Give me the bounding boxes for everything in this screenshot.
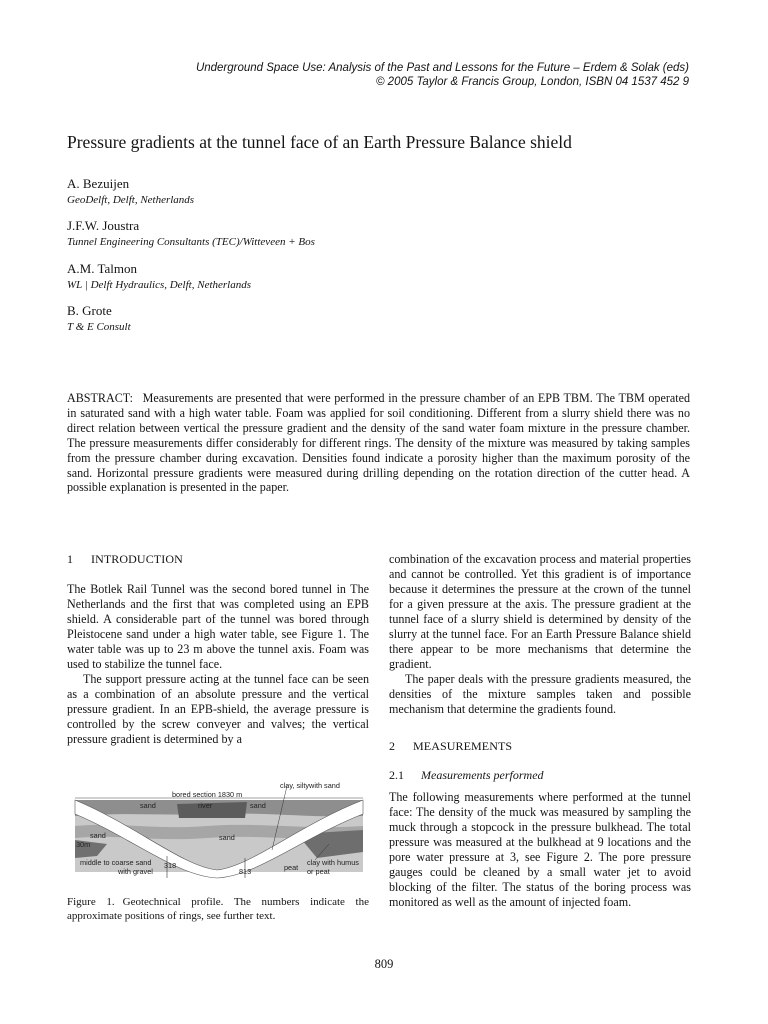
- left-column-text: [67, 582, 369, 746]
- running-header: [196, 61, 689, 89]
- author-affiliation: T & E Consult: [67, 321, 131, 333]
- section-number: 1: [67, 552, 74, 566]
- figure-label-clay-humus: clay with humus: [307, 858, 359, 867]
- figure-label-bored-section: bored section 1830 m: [172, 790, 243, 799]
- author-name: A.M. Talmon: [67, 261, 137, 276]
- section-title: INTRODUCTION: [91, 552, 183, 566]
- author-name: A. Bezuijen: [67, 176, 130, 191]
- header-proceedings: Underground Space Use: Analysis of the Past and Lessons for the Future – Erdem & Solak (eds): [195, 62, 689, 74]
- figure-label-sand: sand: [250, 801, 266, 810]
- abstract-label: ABSTRACT:: [67, 391, 133, 405]
- figure-label-ring-813: 813: [239, 867, 252, 876]
- paragraph: The Botlek Rail Tunnel was the second bored tunnel in The Netherlands and the first that was completed using an EPB shield. A considerable part of the tunnel was bored through Pleistocene sand under a high water table, see Figure 1. The water table was up to 23 m above the tunnel axis. Foam was used to stabilize the tunnel face.: [67, 582, 369, 671]
- figure-label-ring-318: 318: [164, 861, 177, 870]
- figure-caption-text: Geotechnical profile. The numbers indicate the approximate positions of rings, see further text.: [67, 896, 369, 922]
- figure-geotechnical-profile: [67, 778, 369, 882]
- figure-label-peat: peat: [284, 863, 299, 872]
- figure-label-river: river: [198, 801, 213, 810]
- abstract: [67, 391, 690, 495]
- section-heading: [67, 552, 183, 567]
- figure-caption: [67, 896, 369, 923]
- figure-label: Figure 1.: [67, 896, 115, 908]
- abstract-text: Measurements are presented that were performed in the pressure chamber of an EPB TBM. The TBM operated in saturated sand with a high water table. Foam was applied for soil conditioning. Different from a slurry shield there was no direct relation between vertical the pressure gradient and the density of the sand water foam mixture in the pressure chamber. The pressure measurements differ considerably for different rings. The density of the mixture was measured by taking samples from the pressure chamber during excavation. Densities found indicate a porosity higher than the maximum porosity of the sand. Horizontal pressure gradients were measured during drilling depending on the rotation direction of the cutter head. A possible explanation is presented in the paper.: [67, 391, 690, 495]
- author-affiliation: GeoDelft, Delft, Netherlands: [67, 194, 195, 206]
- figure-label-with-gravel: with gravel: [118, 867, 153, 876]
- paragraph: The support pressure acting at the tunnel face can be seen as a combination of an absolute pressure and the vertical pressure gradient. In an EPB-shield, the average pressure is controlled by the screw conveyer and valves; the vertical pressure gradient is determined by a: [67, 671, 369, 746]
- paragraph: The paper deals with the pressure gradients measured, the densities of the mixture samples taken and possible mechanism that determine the gradients found.: [389, 671, 691, 716]
- author-affiliation: Tunnel Engineering Consultants (TEC)/Witteveen + Bos: [67, 236, 315, 248]
- subsection-title: Measurements performed: [421, 768, 544, 782]
- figure-label-sand: sand: [219, 833, 235, 842]
- paper-title: Pressure gradients at the tunnel face of an Earth Pressure Balance shield: [67, 132, 572, 152]
- figure-label-sand: sand: [90, 831, 106, 840]
- paragraph: The following measurements where performed at the tunnel face: The density of the muck was measured by sampling the muck through a stopcock in the pressure bulkhead. The total pressure was measured at the bulkhead at 9 locations and the pore water pressure at 3, see Figure 2. The pore pressure gauges could be cleaned by a small water jet to avoid blocking of the filter. The status of the boring process was monitored as well as the amount of injected foam.: [389, 790, 691, 909]
- section-number: 2: [389, 739, 396, 753]
- right-column-text: [389, 552, 691, 716]
- section-title: MEASUREMENTS: [413, 739, 513, 753]
- author-affiliation: WL | Delft Hydraulics, Delft, Netherlands: [67, 279, 252, 291]
- figure-label-clay-silty: clay, siltywith sand: [280, 781, 340, 790]
- section-heading: [389, 739, 512, 754]
- subsection-heading: [389, 768, 544, 783]
- header-copyright: © 2005 Taylor & Francis Group, London, ISBN 04 1537 452 9: [376, 76, 689, 88]
- paragraph: combination of the excavation process and material properties and cannot be controlled. Yet this gradient is of importance because it determines the pressure at the crown of the tunnel for a given pressure at the axis. The pressure gradient at the tunnel face of a slurry shield is determined by density of the slurry at the tunnel face. For an Earth Pressure Balance shield there appear to be more mechanisms that determine the gradient.: [389, 552, 691, 671]
- page-number: 809: [374, 957, 394, 971]
- figure-label-middle-coarse-sand: middle to coarse sand: [80, 858, 152, 867]
- subsection-number: 2.1: [389, 768, 404, 782]
- author-name: B. Grote: [67, 303, 112, 318]
- figure-label-sand: sand: [140, 801, 156, 810]
- figure-label-or-peat: or peat: [307, 867, 330, 876]
- figure-label-depth: 30m: [76, 840, 91, 849]
- right-column-text: [389, 790, 691, 910]
- author-name: J.F.W. Joustra: [67, 218, 140, 233]
